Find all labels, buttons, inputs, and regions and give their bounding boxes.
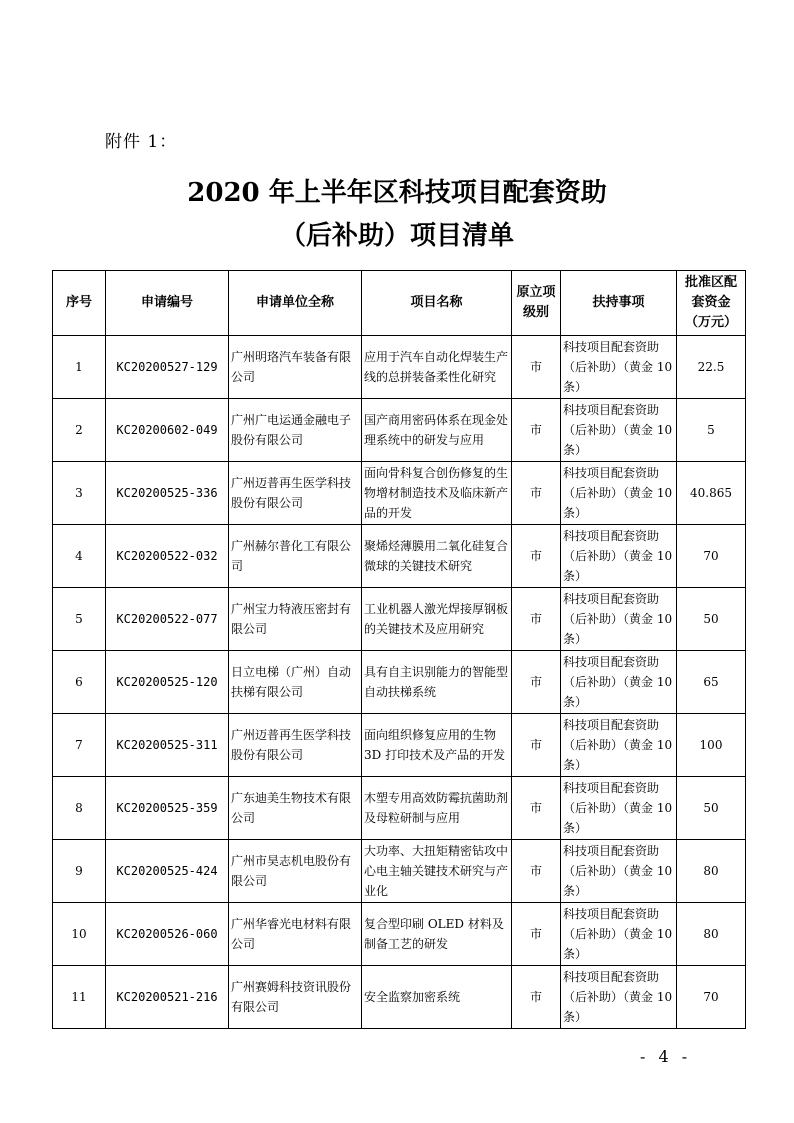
company-name-cell: 广州迈普再生医学科技股份有限公司: [229, 462, 362, 525]
row-number-cell: 9: [53, 840, 106, 903]
project-level-cell: 市: [512, 462, 561, 525]
header-cell: 扶持事项: [561, 271, 677, 336]
funding-amount-cell: 5: [677, 399, 746, 462]
table-row: [53, 777, 746, 840]
table-row: [53, 714, 746, 777]
company-name-cell: 广州华睿光电材料有限公司: [229, 903, 362, 966]
table-row: [53, 525, 746, 588]
table-row: [53, 966, 746, 1029]
application-code-cell: KC20200602-049: [106, 399, 229, 462]
row-number-cell: 7: [53, 714, 106, 777]
support-item-cell: 科技项目配套资助（后补助）（黄金 10 条）: [561, 399, 677, 462]
project-level-cell: 市: [512, 336, 561, 399]
application-code-cell: KC20200522-077: [106, 588, 229, 651]
application-code-cell: KC20200525-359: [106, 777, 229, 840]
project-name-cell: 工业机器人激光焊接厚钢板的关键技术及应用研究: [362, 588, 512, 651]
row-number-cell: 10: [53, 903, 106, 966]
document-title-line1: 2020 年上半年区科技项目配套资助: [187, 178, 607, 208]
project-level-cell: 市: [512, 840, 561, 903]
table-row: [53, 336, 746, 399]
company-name-cell: 广州宝力特液压密封有限公司: [229, 588, 362, 651]
project-name-cell: 安全监察加密系统: [362, 966, 512, 1029]
project-level-cell: 市: [512, 714, 561, 777]
application-code-cell: KC20200525-311: [106, 714, 229, 777]
company-name-cell: 广州赛姆科技资讯股份有限公司: [229, 966, 362, 1029]
header-cell: 项目名称: [362, 271, 512, 336]
document-title-line2: （后补助）项目清单: [279, 221, 514, 251]
row-number-cell: 6: [53, 651, 106, 714]
table-row: [53, 399, 746, 462]
row-number-cell: 11: [53, 966, 106, 1029]
header-cell: 批准区配套资金（万元）: [677, 271, 746, 336]
funding-amount-cell: 65: [677, 651, 746, 714]
support-item-cell: 科技项目配套资助（后补助）（黄金 10 条）: [561, 588, 677, 651]
application-code-cell: KC20200527-129: [106, 336, 229, 399]
header-cell: 申请编号: [106, 271, 229, 336]
application-code-cell: KC20200525-120: [106, 651, 229, 714]
project-level-cell: 市: [512, 588, 561, 651]
funding-amount-cell: 50: [677, 588, 746, 651]
application-code-cell: KC20200526-060: [106, 903, 229, 966]
support-item-cell: 科技项目配套资助（后补助）（黄金 10 条）: [561, 777, 677, 840]
company-name-cell: 广州赫尔普化工有限公司: [229, 525, 362, 588]
application-code-cell: KC20200525-336: [106, 462, 229, 525]
project-level-cell: 市: [512, 903, 561, 966]
header-cell: 原立项级别: [512, 271, 561, 336]
funding-amount-cell: 80: [677, 903, 746, 966]
application-code-cell: KC20200525-424: [106, 840, 229, 903]
project-level-cell: 市: [512, 777, 561, 840]
project-level-cell: 市: [512, 966, 561, 1029]
funding-amount-cell: 22.5: [677, 336, 746, 399]
funding-amount-cell: 50: [677, 777, 746, 840]
table-row: [53, 840, 746, 903]
company-name-cell: 广州明珞汽车装备有限公司: [229, 336, 362, 399]
project-name-cell: 面向骨科复合创伤修复的生物增材制造技术及临床新产品的开发: [362, 462, 512, 525]
row-number-cell: 1: [53, 336, 106, 399]
support-item-cell: 科技项目配套资助（后补助）（黄金 10 条）: [561, 966, 677, 1029]
funding-amount-cell: 40.865: [677, 462, 746, 525]
project-name-cell: 大功率、大扭矩精密钻攻中心电主轴关键技术研究与产业化: [362, 840, 512, 903]
funding-amount-cell: 70: [677, 525, 746, 588]
company-name-cell: 日立电梯（广州）自动扶梯有限公司: [229, 651, 362, 714]
project-level-cell: 市: [512, 399, 561, 462]
project-list-table: [52, 270, 746, 1029]
company-name-cell: 广州市昊志机电股份有限公司: [229, 840, 362, 903]
project-name-cell: 复合型印刷 OLED 材料及制备工艺的研发: [362, 903, 512, 966]
support-item-cell: 科技项目配套资助（后补助）（黄金 10 条）: [561, 840, 677, 903]
application-code-cell: KC20200522-032: [106, 525, 229, 588]
attachment-label: 附件 1：: [105, 132, 178, 152]
support-item-cell: 科技项目配套资助（后补助）（黄金 10 条）: [561, 336, 677, 399]
row-number-cell: 4: [53, 525, 106, 588]
table-row: [53, 462, 746, 525]
header-cell: 序号: [53, 271, 106, 336]
table-row: [53, 651, 746, 714]
project-name-cell: 聚烯烃薄膜用二氧化硅复合微球的关键技术研究: [362, 525, 512, 588]
project-name-cell: 国产商用密码体系在现金处理系统中的研发与应用: [362, 399, 512, 462]
row-number-cell: 8: [53, 777, 106, 840]
table-row: [53, 903, 746, 966]
support-item-cell: 科技项目配套资助（后补助）（黄金 10 条）: [561, 462, 677, 525]
support-item-cell: 科技项目配套资助（后补助）（黄金 10 条）: [561, 525, 677, 588]
project-name-cell: 具有自主识别能力的智能型自动扶梯系统: [362, 651, 512, 714]
row-number-cell: 3: [53, 462, 106, 525]
table-header-row: [53, 271, 746, 336]
support-item-cell: 科技项目配套资助（后补助）（黄金 10 条）: [561, 903, 677, 966]
row-number-cell: 5: [53, 588, 106, 651]
project-name-cell: 木塑专用高效防霉抗菌助剂及母粒研制与应用: [362, 777, 512, 840]
company-name-cell: 广州迈普再生医学科技股份有限公司: [229, 714, 362, 777]
header-cell: 申请单位全称: [229, 271, 362, 336]
support-item-cell: 科技项目配套资助（后补助）（黄金 10 条）: [561, 651, 677, 714]
application-code-cell: KC20200521-216: [106, 966, 229, 1029]
funding-amount-cell: 100: [677, 714, 746, 777]
company-name-cell: 广州广电运通金融电子股份有限公司: [229, 399, 362, 462]
row-number-cell: 2: [53, 399, 106, 462]
table-row: [53, 588, 746, 651]
project-name-cell: 应用于汽车自动化焊装生产线的总拼装备柔性化研究: [362, 336, 512, 399]
project-level-cell: 市: [512, 525, 561, 588]
company-name-cell: 广东迪美生物技术有限公司: [229, 777, 362, 840]
project-name-cell: 面向组织修复应用的生物 3D 打印技术及产品的开发: [362, 714, 512, 777]
support-item-cell: 科技项目配套资助（后补助）（黄金 10 条）: [561, 714, 677, 777]
page-number: - 4 -: [640, 1047, 692, 1066]
funding-amount-cell: 70: [677, 966, 746, 1029]
funding-amount-cell: 80: [677, 840, 746, 903]
project-level-cell: 市: [512, 651, 561, 714]
